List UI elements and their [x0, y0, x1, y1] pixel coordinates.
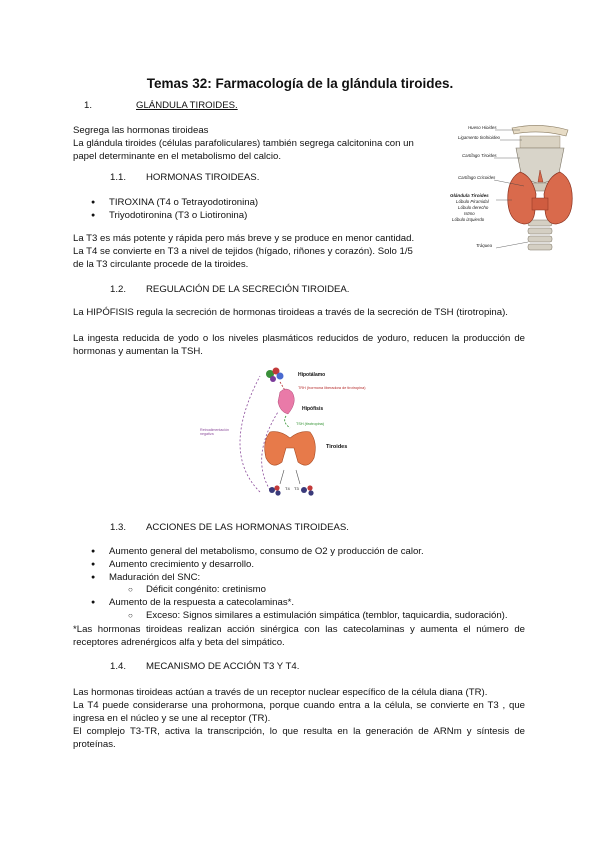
sub-list: [128, 584, 266, 597]
section-number: 1.4.: [110, 661, 127, 672]
section-title: MECANISMO DE ACCIÓN T3 Y T4.: [146, 661, 300, 672]
paragraph-line: La T3 es más potente y rápida pero más breve y se produce en menor cantidad.: [73, 233, 415, 244]
list-item: ● TIROXINA (T4 o Tetrayodotironina): [91, 197, 258, 210]
pituitary-shape: [278, 389, 294, 414]
thyroid-anatomy-illustration: [440, 120, 585, 260]
list-item: ● Triyodotironina (T3 o Liotironina): [91, 210, 258, 223]
paragraph-line: La glándula tiroides (células parafoliculares) también segrega calcitonina con un: [73, 137, 414, 149]
label-lobulo-izquierdo: Lóbulo izquierdo: [452, 217, 485, 222]
section-1-1-heading: [110, 172, 259, 183]
section-number: 1.2.: [110, 284, 127, 295]
section-title: HORMONAS TIROIDEAS.: [146, 172, 260, 183]
label-lobulo-derecho: Lóbulo derecho: [458, 205, 489, 210]
thyroid-anatomy-figure: [440, 120, 585, 260]
diagram-label-tiroides: Tiroides: [326, 444, 348, 450]
section-title: ACCIONES DE LAS HORMONAS TIROIDEAS.: [146, 522, 349, 533]
section-1-2-heading: [110, 284, 349, 295]
section-title: REGULACIÓN DE LA SECRECIÓN TIROIDEA.: [146, 284, 350, 295]
list-item: ● Aumento crecimiento y desarrollo.: [91, 559, 531, 572]
sub-list: [128, 610, 548, 623]
catecholamine-note: *Las hormonas tiroideas realizan acción sinérgica con las catecolaminas y aumenta el número de receptores adrenérgicos alfa y beta del simpático.: [73, 624, 525, 648]
paragraph-line: de la T3 circulante procede de la tiroides.: [73, 258, 249, 270]
label-ligamento: Ligamento tirohioideo: [458, 135, 500, 140]
diagram-label-tsh: TSH (tirotropina): [296, 422, 325, 426]
label-istmo: Istmo: [464, 211, 475, 216]
list-item: ○ Exceso: Signos similares a estimulación simpática (temblor, taquicardia, sudoración).: [128, 610, 548, 623]
diagram-label-hipofisis: Hipófisis: [302, 406, 324, 412]
section-1-3-heading: [110, 522, 349, 533]
list-item: ● Maduración del SNC:: [91, 572, 531, 585]
diagram-label-feedback: Retroalimentación negativa: [200, 428, 229, 437]
list-item: ● Aumento general del metabolismo, consumo de O2 y producción de calor.: [91, 546, 531, 559]
actions-list: [91, 546, 531, 584]
section-1-2-paragraph-2: La ingesta reducida de yodo o los niveles plasmáticos reducidos de yoduro, reducen la producción de hormonas y aumentan la TSH.: [73, 333, 525, 357]
actions-list-continued: [91, 597, 294, 610]
diagram-label-hipotalamo: Hipotálamo: [298, 372, 326, 378]
section-title: GLÁNDULA TIROIDES.: [136, 100, 238, 111]
label-hueso-hioides: Hueso Hioides: [468, 125, 497, 130]
thyroid-shape: [265, 432, 316, 466]
section-1-4-paragraph-3: El complejo T3-TR, activa la transcripción, lo que resulta en la generación de ARNm y síntesis de proteínas.: [73, 726, 525, 750]
page-title: Temas 32: Farmacología de la glándula tiroides.: [146, 76, 454, 91]
section-number: 1.1.: [110, 172, 127, 183]
paragraph-line: papel determinante en el metabolismo del calcio.: [73, 150, 281, 162]
hypothalamus-cells: [266, 368, 284, 383]
section-1-heading: [84, 100, 238, 111]
section-number: 1.: [84, 100, 93, 111]
section-number: 1.3.: [110, 522, 127, 533]
regulation-diagram: [200, 362, 400, 507]
paragraph-line: La T4 se convierte en T3 a nivel de tejidos (hígado, riñones y corazón). Solo 1/5: [73, 245, 413, 257]
diagram-label-t3: T3: [294, 486, 299, 491]
section-1-1-paragraph: [73, 233, 433, 271]
diagram-label-trh: TRH (hormona liberadora de tirotropina): [298, 386, 366, 390]
label-glandula-tiroides: Glándula Tiroides: [450, 193, 489, 198]
paragraph-line: Segrega las hormonas tiroideas: [73, 125, 209, 136]
label-traquea: Tráquea: [476, 243, 493, 248]
list-item: ● Aumento de la respuesta a catecolaminas*.: [91, 597, 294, 610]
label-cartilago-tiroides: Cartílago Tiroides: [462, 153, 497, 158]
list-item: ○ Déficit congénito: cretinismo: [128, 584, 266, 597]
section-1-paragraph: [73, 125, 443, 163]
section-1-2-paragraph-1: La HIPÓFISIS regula la secreción de hormonas tiroideas a través de la secreción de TSH (tirotropina).: [73, 307, 508, 318]
hormone-list: [91, 197, 258, 223]
section-1-4-heading: [110, 661, 299, 672]
section-1-4-paragraph-2: La T4 puede considerarse una prohormona, porque cuando entra a la célula, se convierte en T3 , que ingresa en el núcleo y se une al receptor (TR).: [73, 700, 525, 724]
label-cartilago-cricoides: Cartílago Cricoides: [458, 175, 496, 180]
label-lobulo-piramidal: Lóbulo Piramidal: [456, 199, 489, 204]
section-1-4-paragraph-1: Las hormonas tiroideas actúan a través de un receptor nuclear específico de la célula diana (TR).: [73, 687, 488, 698]
diagram-label-t4: T4: [285, 486, 290, 491]
